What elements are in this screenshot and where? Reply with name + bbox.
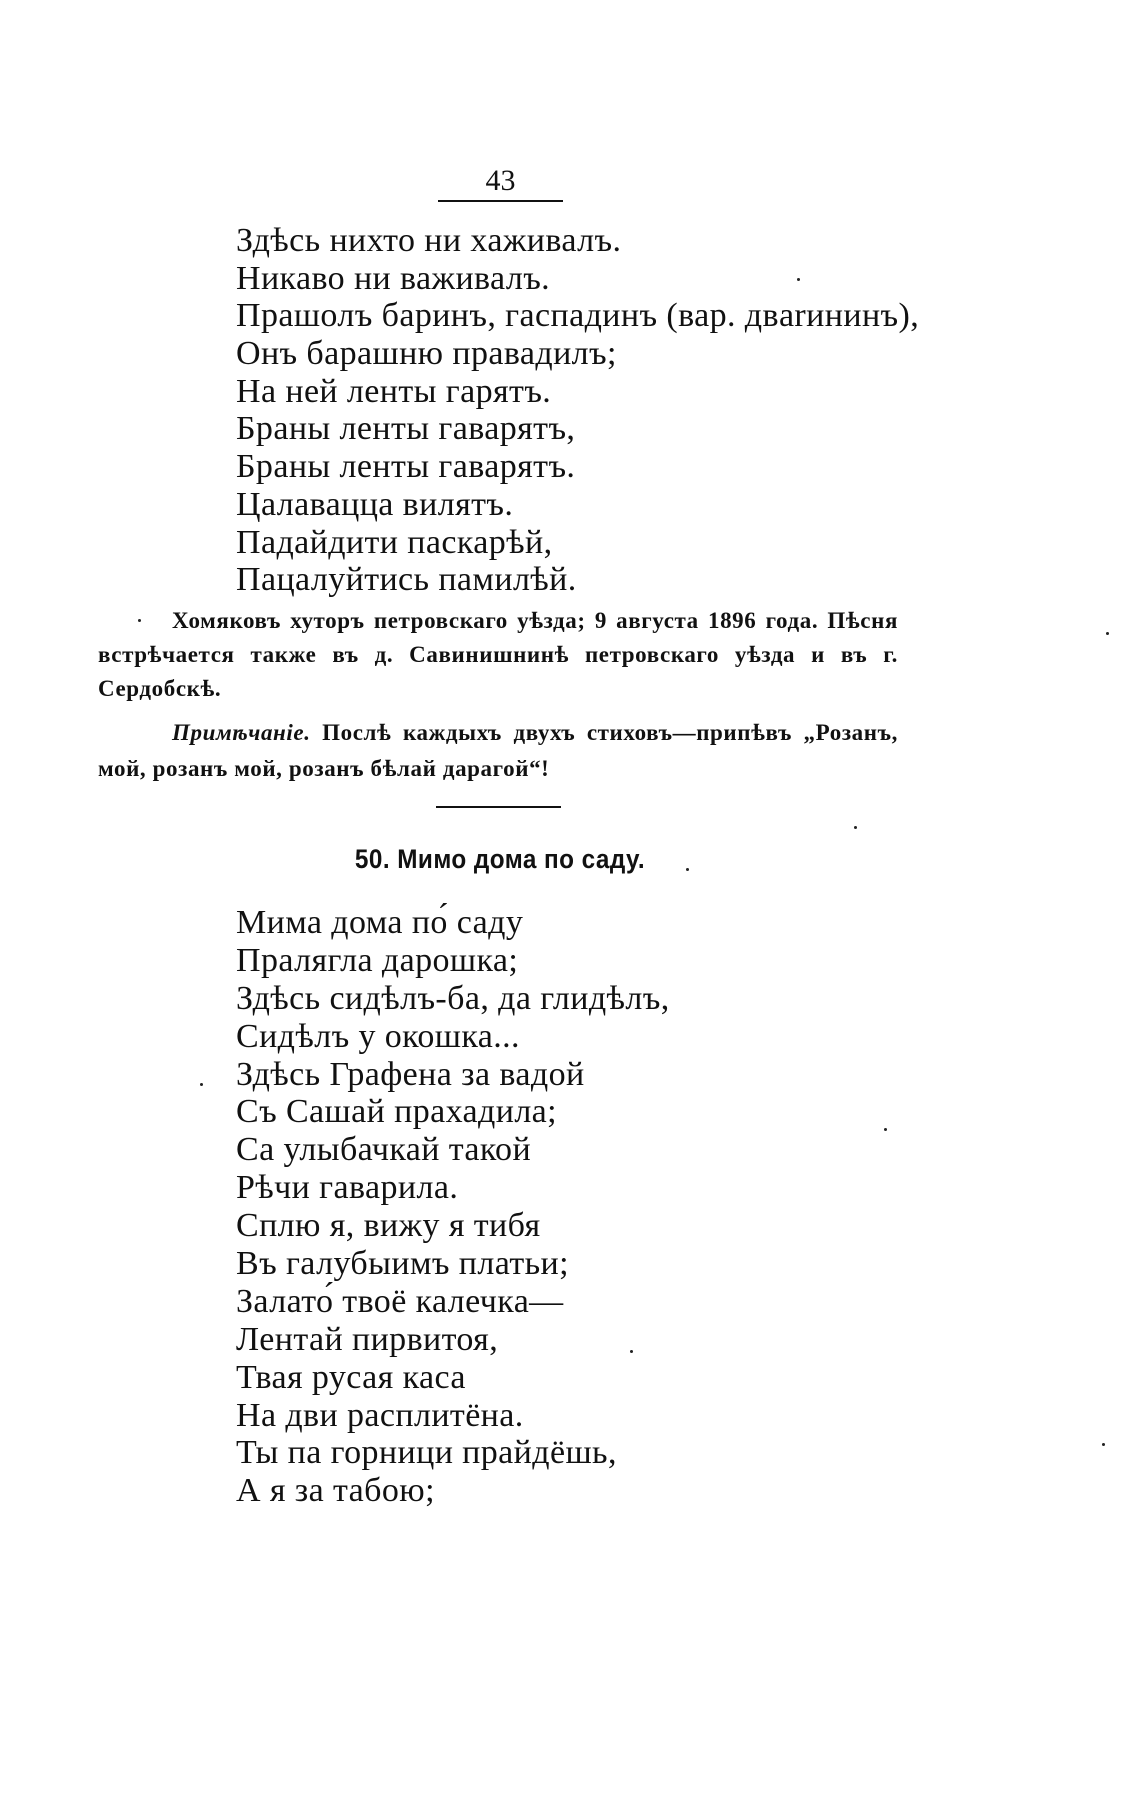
verse-line: Браны ленты гаварятъ. (236, 448, 576, 486)
verse-line: Ты па горници прайдёшь, (236, 1434, 617, 1472)
scan-speck (138, 619, 141, 622)
scan-speck (797, 278, 800, 281)
verse-line: Никаво ни важивалъ. (236, 259, 551, 297)
verse-stanza-2 (236, 904, 670, 1510)
verse-line: Пралягла дарошка; (236, 941, 519, 979)
page-number: 43 (438, 164, 563, 202)
verse-line: Съ Сашай прахадила; (236, 1093, 558, 1131)
verse-line: На дви расплитёна. (236, 1396, 524, 1434)
scan-speck (884, 1128, 887, 1131)
verse-line: Браны ленты гаварятъ, (236, 410, 576, 448)
verse-line: Онъ барашню правадилъ; (236, 335, 617, 373)
verse-line: Сплю я, вижу я тибя (236, 1207, 541, 1245)
scan-speck (1106, 632, 1109, 635)
verse-line: Са улыбачкай такой (236, 1131, 532, 1169)
verse-line: Твая русая каса (236, 1358, 466, 1396)
scan-speck (1102, 1443, 1105, 1446)
verse-line: Залато́ твоё калечка— (236, 1282, 564, 1320)
verse-line: Здѣсь сидѣлъ-ба, да глидѣлъ, (236, 979, 670, 1017)
verse-line: Въ галубыимъ платьи; (236, 1245, 569, 1283)
verse-line: Рѣчи гаварила. (236, 1169, 459, 1207)
verse-line: Мима дома по́ саду (236, 904, 524, 941)
verse-line: Здѣсь Графена за вадой (236, 1055, 585, 1093)
verse-line: Сидѣлъ у окошка... (236, 1017, 520, 1055)
scan-speck (200, 1083, 203, 1086)
verse-line: А я за табою; (236, 1472, 435, 1510)
scan-speck (686, 868, 689, 871)
scan-speck (630, 1350, 633, 1353)
remark-note (98, 715, 898, 787)
source-note: Хомяковъ хуторъ петровскаго уѣзда; 9 августа 1896 года. Пѣсня встрѣчается также въ д. Савинишнинѣ петровскаго уѣзда и въ г. Сердобскѣ. (98, 608, 898, 701)
scan-speck (854, 826, 857, 829)
verse-line: Здѣсь нихто ни хаживалъ. (236, 222, 622, 259)
section-divider (436, 806, 561, 808)
verse-line: На ней ленты гарятъ. (236, 372, 552, 410)
remark-text: Послѣ каждыхъ двухъ стиховъ—припѣвъ „Розанъ, мой, розанъ мой, розанъ бѣлай дарагой“! (98, 720, 898, 781)
song-title: 50. Мимо дома по саду. (354, 844, 646, 874)
verse-line: Лентай пирвитоя, (236, 1320, 499, 1358)
verse-stanza-1 (236, 222, 919, 599)
remark-label: Примѣчаніе. (172, 720, 311, 745)
verse-line: Падайдити паскарѣй, (236, 523, 553, 561)
verse-line: Прашолъ баринъ, гаспадинъ (вар. двarининъ), (236, 297, 920, 335)
verse-line: Цалавацца вилятъ. (236, 485, 514, 523)
verse-line: Пацалуйтись памилѣй. (236, 561, 577, 599)
